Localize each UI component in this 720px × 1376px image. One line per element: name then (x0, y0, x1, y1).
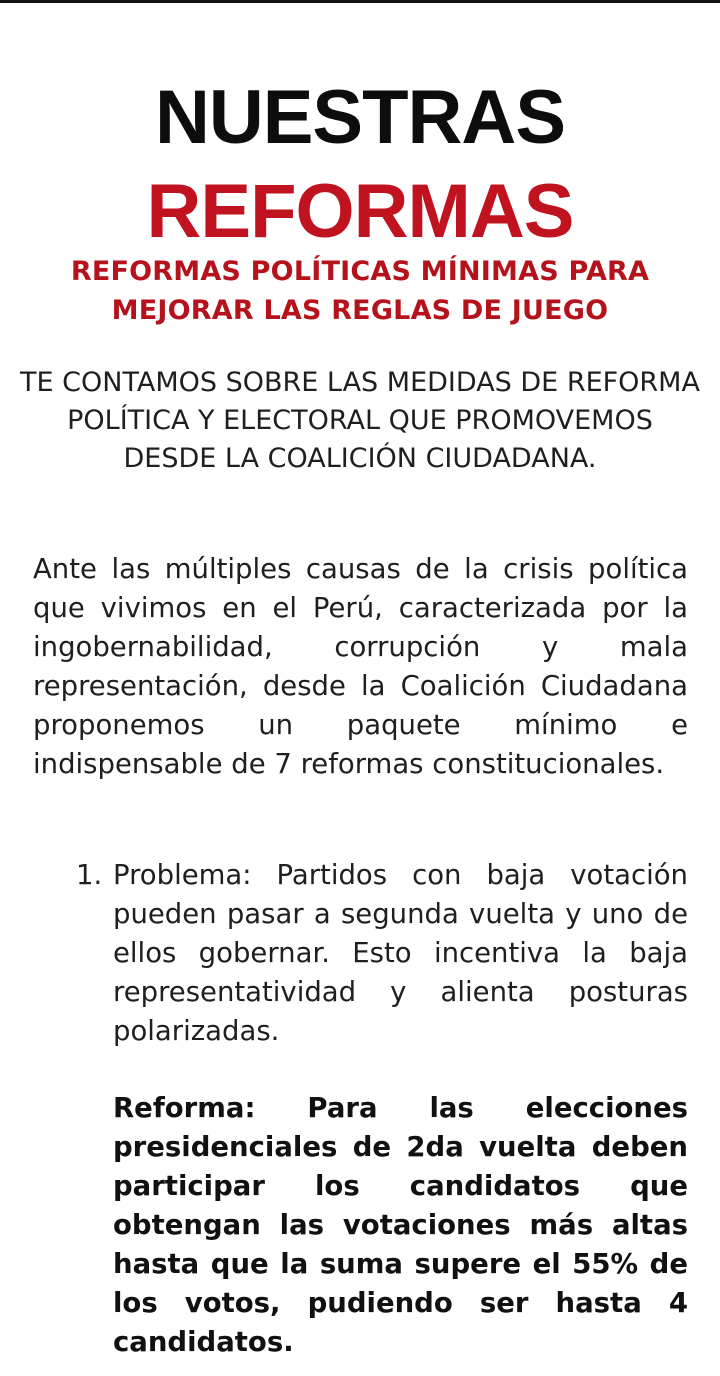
body-paragraph: Ante las múltiples causas de la crisis política que vivimos en el Perú, caracterizada por la ingobernabilidad, corrupción y mala representación, desde la Coalición Ciudadana proponemos un paquete mínimo e indispensable de 7 reformas constitucionales. (33, 553, 688, 780)
list-item-number: 1. (76, 859, 103, 891)
section-subtitle: REFORMAS POLÍTICAS MÍNIMAS PARA MEJORAR LAS REGLAS DE JUEGO (70, 256, 650, 326)
intro-text: TE CONTAMOS SOBRE LAS MEDIDAS DE REFORMA POLÍTICA Y ELECTORAL QUE PROMOVEMOS DESDE LA COALICIÓN CIUDADANA. (20, 367, 700, 474)
problem-text: Problema: Partidos con baja votación pueden pasar a segunda vuelta y uno de ellos gobernar. Esto incentiva la baja representatividad y alienta posturas polarizadas. (113, 859, 688, 1047)
reform-text: Reforma: Para las elecciones presidenciales de 2da vuelta deben participar los candidatos que obtengan las votaciones más altas hasta que la suma supere el 55% de los votos, pudiendo ser hasta 4 candidatos. (113, 1092, 688, 1358)
page-title-line2: REFORMAS (146, 168, 574, 254)
reform-list (60, 856, 688, 1362)
top-divider (0, 0, 720, 3)
list-item (60, 856, 688, 1362)
page-title (0, 73, 720, 257)
page-title-line1: NUESTRAS (154, 74, 566, 160)
